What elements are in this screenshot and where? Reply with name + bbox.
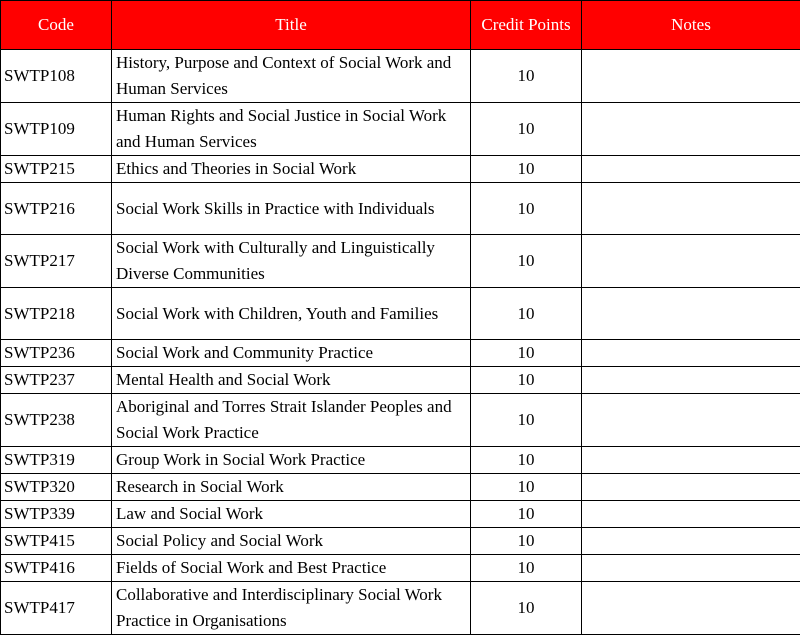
cell-credit-points: 10	[471, 340, 582, 367]
cell-code: SWTP319	[1, 447, 112, 474]
cell-code: SWTP215	[1, 156, 112, 183]
header-code: Code	[1, 1, 112, 50]
table-row	[1, 394, 800, 447]
cell-code: SWTP238	[1, 394, 112, 447]
cell-code: SWTP416	[1, 555, 112, 582]
header-notes: Notes	[582, 1, 800, 50]
cell-credit-points: 10	[471, 235, 582, 288]
cell-credit-points: 10	[471, 528, 582, 555]
table-row	[1, 474, 800, 501]
table-row	[1, 183, 800, 235]
table-row	[1, 340, 800, 367]
table-row	[1, 50, 800, 103]
cell-credit-points: 10	[471, 367, 582, 394]
cell-code: SWTP109	[1, 103, 112, 156]
table-row	[1, 235, 800, 288]
cell-title: Social Work and Community Practice	[112, 340, 471, 367]
cell-notes	[582, 103, 800, 156]
cell-notes	[582, 447, 800, 474]
cell-code: SWTP218	[1, 288, 112, 340]
cell-credit-points: 10	[471, 501, 582, 528]
cell-notes	[582, 528, 800, 555]
header-title: Title	[112, 1, 471, 50]
cell-code: SWTP237	[1, 367, 112, 394]
cell-credit-points: 10	[471, 156, 582, 183]
cell-title: Collaborative and Interdisciplinary Social Work Practice in Organisations	[112, 582, 471, 635]
cell-credit-points: 10	[471, 183, 582, 235]
cell-notes	[582, 394, 800, 447]
cell-title: Social Work with Culturally and Linguistically Diverse Communities	[112, 235, 471, 288]
cell-title: Mental Health and Social Work	[112, 367, 471, 394]
cell-notes	[582, 367, 800, 394]
cell-title: Social Work Skills in Practice with Individuals	[112, 183, 471, 235]
cell-notes	[582, 555, 800, 582]
cell-credit-points: 10	[471, 474, 582, 501]
table-row	[1, 501, 800, 528]
cell-notes	[582, 340, 800, 367]
cell-notes	[582, 501, 800, 528]
table-row	[1, 447, 800, 474]
cell-notes	[582, 235, 800, 288]
cell-credit-points: 10	[471, 447, 582, 474]
cell-title: Group Work in Social Work Practice	[112, 447, 471, 474]
cell-title: Law and Social Work	[112, 501, 471, 528]
table-row	[1, 103, 800, 156]
cell-code: SWTP108	[1, 50, 112, 103]
cell-title: Ethics and Theories in Social Work	[112, 156, 471, 183]
cell-title: History, Purpose and Context of Social Work and Human Services	[112, 50, 471, 103]
table-row	[1, 555, 800, 582]
cell-notes	[582, 582, 800, 635]
cell-code: SWTP320	[1, 474, 112, 501]
table-row	[1, 156, 800, 183]
table-body	[1, 50, 800, 635]
cell-code: SWTP339	[1, 501, 112, 528]
cell-code: SWTP236	[1, 340, 112, 367]
table-row	[1, 582, 800, 635]
cell-credit-points: 10	[471, 582, 582, 635]
cell-code: SWTP415	[1, 528, 112, 555]
cell-code: SWTP216	[1, 183, 112, 235]
cell-code: SWTP217	[1, 235, 112, 288]
table-row	[1, 528, 800, 555]
cell-credit-points: 10	[471, 555, 582, 582]
cell-notes	[582, 50, 800, 103]
table-row	[1, 288, 800, 340]
cell-title: Human Rights and Social Justice in Social Work and Human Services	[112, 103, 471, 156]
header-credit-points: Credit Points	[471, 1, 582, 50]
cell-title: Social Work with Children, Youth and Families	[112, 288, 471, 340]
cell-title: Fields of Social Work and Best Practice	[112, 555, 471, 582]
cell-title: Social Policy and Social Work	[112, 528, 471, 555]
cell-title: Aboriginal and Torres Strait Islander Peoples and Social Work Practice	[112, 394, 471, 447]
cell-notes	[582, 183, 800, 235]
cell-notes	[582, 156, 800, 183]
cell-notes	[582, 288, 800, 340]
cell-code: SWTP417	[1, 582, 112, 635]
cell-notes	[582, 474, 800, 501]
header-row	[1, 1, 800, 50]
cell-credit-points: 10	[471, 103, 582, 156]
cell-title: Research in Social Work	[112, 474, 471, 501]
cell-credit-points: 10	[471, 288, 582, 340]
cell-credit-points: 10	[471, 50, 582, 103]
table-row	[1, 367, 800, 394]
cell-credit-points: 10	[471, 394, 582, 447]
